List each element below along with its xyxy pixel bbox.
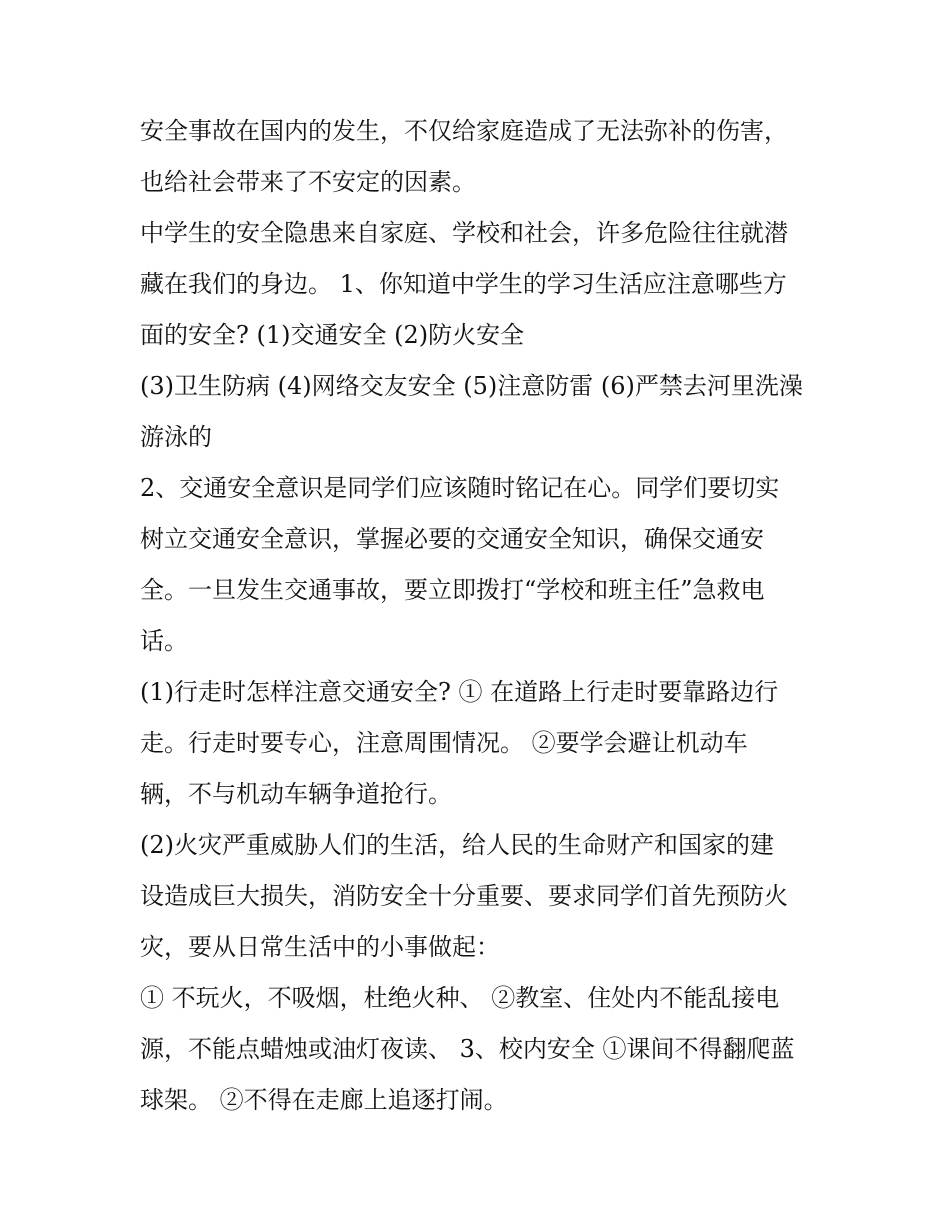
text-line: ① 不玩火，不吸烟，杜绝火种、 ②教室、住处内不能乱接电 <box>140 984 780 1012</box>
text-line: 游泳的 <box>140 423 212 451</box>
text-line: 球架。 ②不得在走廊上追逐打闹。 <box>140 1086 508 1114</box>
text-line: 话。 <box>140 627 188 655</box>
text-line: 藏在我们的身边。 1、你知道中学生的学习生活应注意哪些方 <box>140 270 787 298</box>
text-line: 源，不能点蜡烛或油灯夜读、 3、校内安全 ①课间不得翻爬蓝 <box>140 1035 795 1063</box>
text-line: 全。一旦发生交通事故，要立即拨打“学校和班主任”急救电 <box>140 576 765 604</box>
text-line: 面的安全? (1)交通安全 (2)防火安全 <box>140 321 525 349</box>
text-line: 设造成巨大损失，消防安全十分重要、要求同学们首先预防火 <box>140 882 788 910</box>
text-line: (1)行走时怎样注意交通安全? ① 在道路上行走时要靠路边行 <box>140 678 779 706</box>
text-line: 安全事故在国内的发生，不仅给家庭造成了无法弥补的伤害， <box>140 117 788 145</box>
text-line: 灾，要从日常生活中的小事做起： <box>140 933 500 961</box>
text-line: 辆，不与机动车辆争道抢行。 <box>140 780 452 808</box>
text-line: (3)卫生防病 (4)网络交友安全 (5)注意防雷 (6)严禁去河里洗澡 <box>140 372 803 400</box>
text-line: (2)火灾严重威胁人们的生活，给人民的生命财产和国家的建 <box>140 831 774 859</box>
text-line: 走。行走时要专心，注意周围情况。 ②要学会避让机动车 <box>140 729 748 757</box>
text-line: 树立交通安全意识，掌握必要的交通安全知识，确保交通安 <box>140 525 764 553</box>
text-line: 也给社会带来了不安定的因素。 <box>140 168 476 196</box>
text-line: 中学生的安全隐患来自家庭、学校和社会，许多危险往往就潜 <box>140 219 788 247</box>
document-body <box>140 106 820 1126</box>
text-line: 2、交通安全意识是同学们应该随时铭记在心。同学们要切实 <box>140 474 780 502</box>
